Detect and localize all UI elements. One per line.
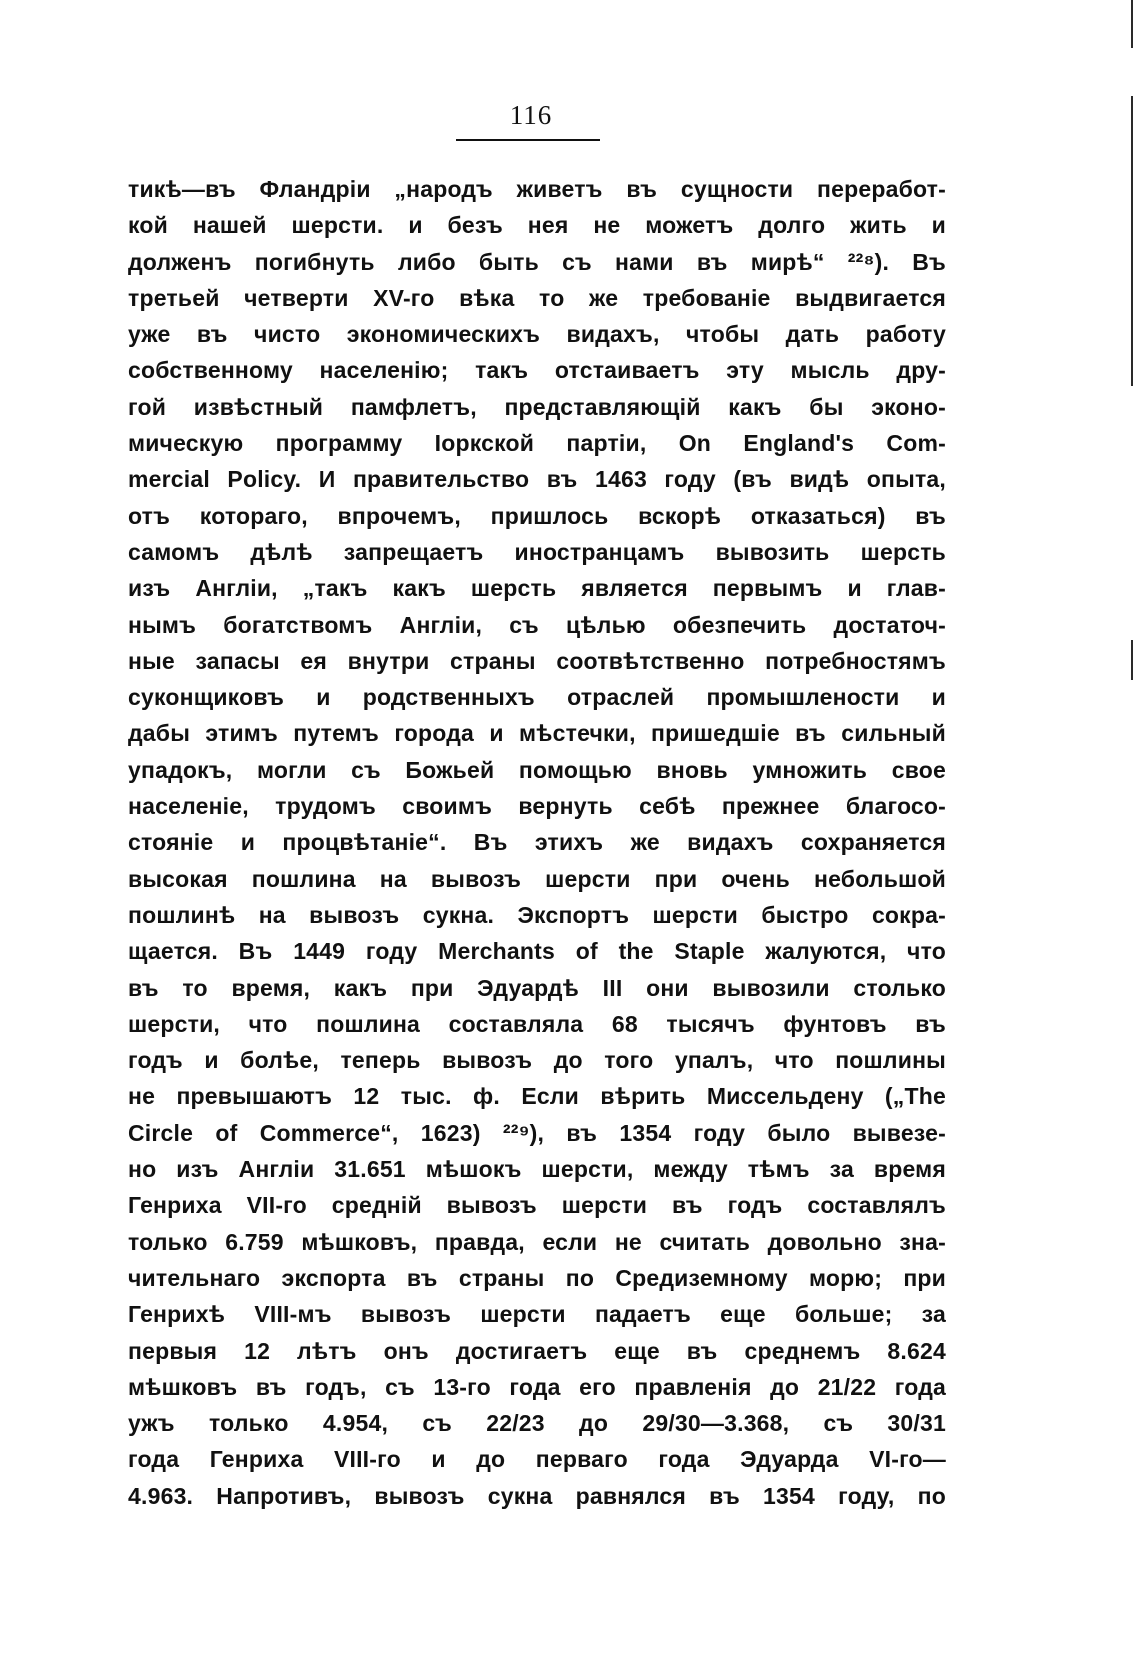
text-line: Генрихѣ VIII-мъ вывозъ шерсти падаетъ еще больше; за <box>128 1301 946 1328</box>
text-line: дабы этимъ путемъ города и мѣстечки, пришедшіе въ сильный <box>128 720 946 747</box>
text-line: высокая пошлина на вывозъ шерсти при очень небольшой <box>128 865 946 892</box>
page-number: 116 <box>509 100 553 130</box>
text-line: только 6.759 мѣшковъ, правда, если не считать довольно зна- <box>128 1228 946 1255</box>
text-line: чительнаго экспорта въ страны по Средиземному морю; при <box>128 1264 946 1291</box>
page-edge-line-middle <box>1131 96 1133 386</box>
text-line: года Генриха VIII-го и до перваго года Эдуарда VI-го— <box>128 1446 946 1473</box>
text-line: тикѣ—въ Фландріи „народъ живетъ въ сущности переработ- <box>128 176 946 202</box>
text-line: самомъ дѣлѣ запрещаетъ иностранцамъ вывозить шерсть <box>128 538 946 565</box>
text-line: третьей четверти XV-го вѣка то же требованіе выдвигается <box>128 284 946 311</box>
page-number-rule <box>456 139 600 141</box>
text-line: Circle of Commerce“, 1623) ²²⁹), въ 1354 году было вывезе- <box>128 1119 946 1146</box>
text-line: въ то время, какъ при Эдуардѣ III они вывозили столько <box>128 974 946 1001</box>
page-edge-line-lower <box>1131 640 1133 680</box>
text-line: мѣшковъ въ годъ, съ 13-го года его правленія до 21/22 года <box>128 1373 946 1400</box>
body-text <box>128 171 946 1514</box>
text-line: пошлинѣ на вывозъ сукна. Экспортъ шерсти быстро сокра- <box>128 901 946 928</box>
text-line: изъ Англіи, „такъ какъ шерсть является первымъ и глав- <box>128 575 946 602</box>
text-line: но изъ Англіи 31.651 мѣшокъ шерсти, между тѣмъ за время <box>128 1156 946 1183</box>
text-line: щается. Въ 1449 году Merchants of the Staple жалуются, что <box>128 938 946 965</box>
text-line: ужъ только 4.954, съ 22/23 до 29/30—3.368, съ 30/31 <box>128 1410 946 1437</box>
text-line: шерсти, что пошлина составляла 68 тысячъ фунтовъ въ <box>128 1010 946 1037</box>
text-line: кой нашей шерсти. и безъ нея не можетъ долго жить и <box>128 212 946 239</box>
text-line: 4.963. Напротивъ, вывозъ сукна равнялся въ 1354 году, по <box>128 1482 946 1509</box>
text-line: собственному населенію; такъ отстаиваетъ эту мысль дру- <box>128 357 946 384</box>
text-line: стояніе и процвѣтаніе“. Въ этихъ же видахъ сохраняется <box>128 829 946 856</box>
text-line: ные запасы ея внутри страны соотвѣтственно потребностямъ <box>128 647 946 674</box>
text-line: суконщиковъ и родственныхъ отраслей промышлености и <box>128 684 946 711</box>
text-line: долженъ погибнуть либо быть съ нами въ мирѣ“ ²²⁸). Въ <box>128 248 946 275</box>
text-line: отъ котораго, впрочемъ, пришлось вскорѣ отказаться) въ <box>128 502 946 529</box>
text-line: нымъ богатствомъ Англіи, съ цѣлью обезпечить достаточ- <box>128 611 946 638</box>
text-line: не превышаютъ 12 тыс. ф. Если вѣрить Миссельдену („The <box>128 1083 946 1110</box>
text-line: гой извѣстный памфлетъ, представляющій какъ бы эконо- <box>128 393 946 420</box>
page-edge-line-top <box>1131 0 1133 48</box>
text-line: уже въ чисто экономическихъ видахъ, чтобы дать работу <box>128 321 946 348</box>
text-line: mercial Policy. И правительство въ 1463 году (въ видѣ опыта, <box>128 466 946 493</box>
text-line: Генриха VII-го средній вывозъ шерсти въ годъ составлялъ <box>128 1192 946 1219</box>
text-line: первыя 12 лѣтъ онъ достигаетъ еще въ среднемъ 8.624 <box>128 1337 946 1364</box>
text-line: населеніе, трудомъ своимъ вернуть себѣ прежнее благосо- <box>128 793 946 820</box>
text-line: упадокъ, могли съ Божьей помощью вновь умножить свое <box>128 756 946 783</box>
text-line: годъ и болѣе, теперь вывозъ до того упалъ, что пошлины <box>128 1047 946 1074</box>
text-line: мическую программу Іоркской партіи, On England's Com- <box>128 430 946 457</box>
